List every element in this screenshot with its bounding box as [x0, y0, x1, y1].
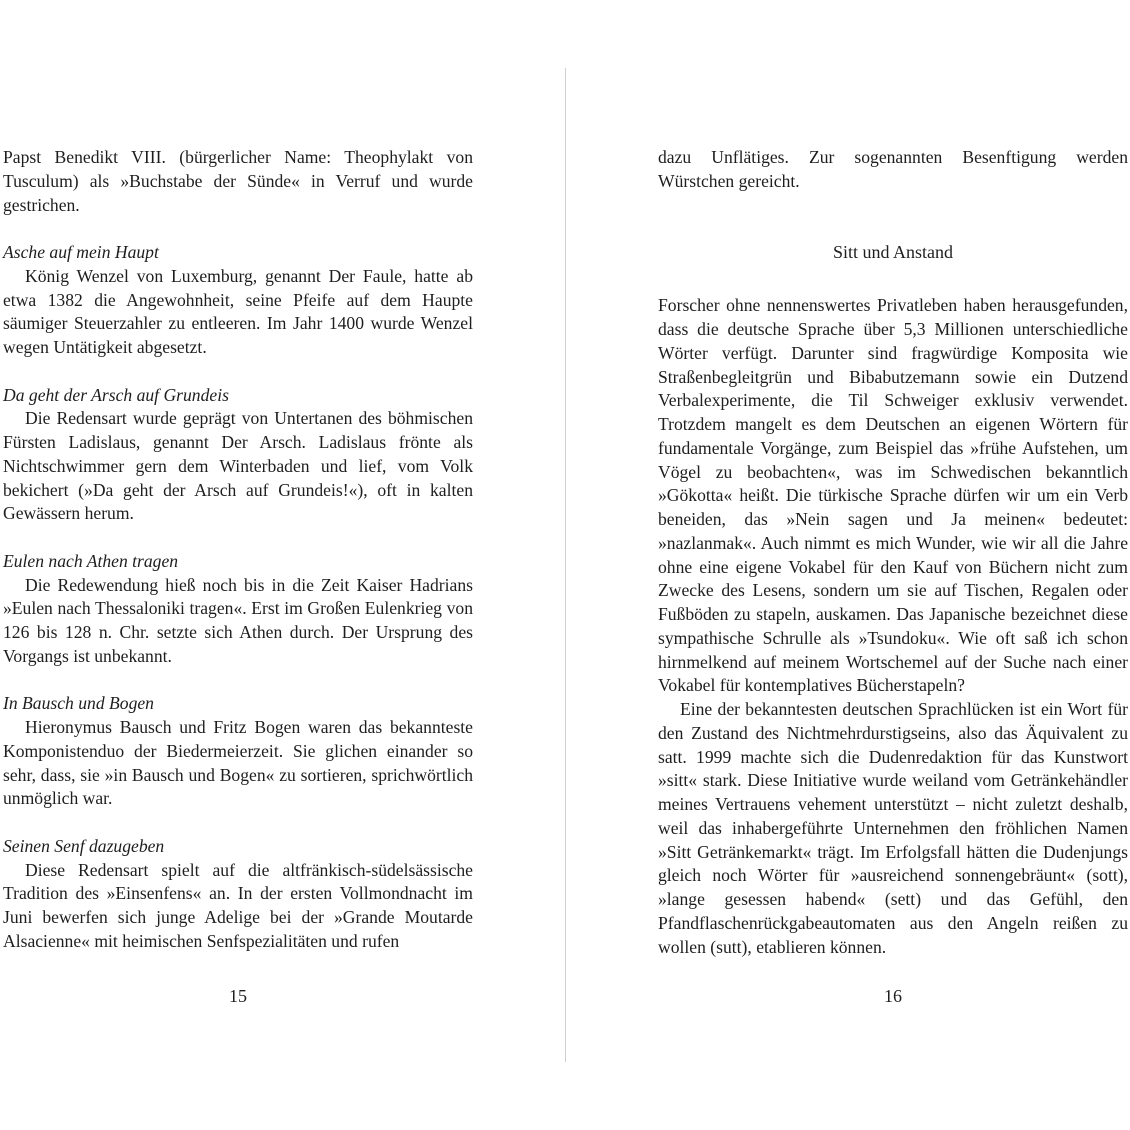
idiom-title: Eulen nach Athen tragen — [3, 550, 179, 571]
body-paragraph: Eine der bekanntesten deutschen Sprachlücken ist ein Wort für den Zustand des Nichtmehrdurstigseins, also das Äquivalent zu satt. 1999 machte sich die Dudenredaktion für das Kunstwort »sitt« stark. Diese Initiative wurde weiland vom Getränkehändler meines Vertrauens vehement unterstützt – nicht zuletzt deshalb, weil das inhabergeführte Unternehmen den fröhlichen Namen »Sitt Getränkemarkt« trägt. Im Erfolgsfall hätten die Dudenjungs gleich noch Wörter für »ausreichend sonnengebräunt« (sott), »lange gesessen habend« (sett) und das Gefühl, den Pfandflaschenrückgabeautomaten aus den Angeln reißen zu wollen (sutt), etablieren können. — [658, 699, 1128, 957]
idiom-entry — [3, 241, 473, 360]
idiom-text: König Wenzel von Luxemburg, genannt Der Faule, hatte ab etwa 1382 die Angewohnheit, seine Pfeife auf dem Haupte säumiger Steuerzahler zu entleeren. Im Jahr 1400 wurde Wenzel wegen Untätigkeit abgesetzt. — [3, 265, 473, 357]
page-number-right: 16 — [884, 986, 902, 1006]
left-page-opening — [3, 146, 473, 217]
idiom-text: Die Redensart wurde geprägt von Untertanen des böhmischen Fürsten Ladislaus, genannt Der Arsch. Ladislaus frönte als Nichtschwimmer gern dem Winterbaden und lief, vom Volk bekichert (»Da geht der Arsch auf Grundeis!«), oft in kalten Gewässern herum. — [3, 408, 473, 524]
opening-paragraph: Papst Benedikt VIII. (bürgerlicher Name: Theophylakt von Tusculum) als »Buchstabe der Sünde« in Verruf und wurde gestrichen. — [3, 147, 473, 215]
idiom-text: Hieronymus Bausch und Fritz Bogen waren das bekannteste Komponistenduo der Biedermeierzeit. Sie glichen einander so sehr, dass, sie »in Bausch und Bogen« zu sortieren, sprichwörtlich unmöglich war. — [3, 717, 473, 809]
opening-paragraph: dazu Unflätiges. Zur sogenannten Besenftigung werden Würstchen gereicht. — [658, 147, 1128, 191]
page-gutter-divider — [565, 68, 566, 1062]
idiom-entry — [3, 550, 473, 669]
right-page — [658, 146, 1128, 959]
idiom-title: Da geht der Arsch auf Grundeis — [3, 384, 229, 405]
body-paragraph: Forscher ohne nennenswertes Privatleben haben herausgefunden, dass die deutsche Sprache über 5,3 Millionen unterschiedliche Wörter verfügt. Darunter sind fragwürdige Komposita wie Straßenbegleitgrün und Bibabutzemann sowie ein Dutzend Verbalexperimente, die Til Schweiger exklusiv verwendet. Trotzdem mangelt es dem Deutschen an eigenen Wörtern für fundamentale Vorgänge, zum Beispiel das »frühe Aufstehen, um Vögel zu beobachten«, was im Schwedischen bekanntlich »Gökotta« heißt. Die türkische Sprache dürfen wir um ein Verb beneiden, das »Nein sagen und Ja meinen« bedeutet: »nazlanmak«. Auch nimmt es mich Wunder, wie wir all die Jahre ohne eine eigene Vokabel für den Kauf von Büchern nicht zum Zwecke des Lesens, sondern um sie auf Tischen, Regalen oder Fußböden zu stapeln, auskamen. Das Japanische bezeichnet diese sympathische Schrulle als »Tsundoku«. Wie oft saß ich schon hirnmelkend auf meinem Wortschemel auf der Suche nach einer Vokabel für kontemplatives Bücherstapeln? — [658, 295, 1128, 696]
idiom-text: Diese Redensart spielt auf die altfränkisch-südelsässische Tradition des »Einsenfens« an. In der ersten Vollmondnacht im Juni bewerfen sich junge Adelige bei der »Grande Moutarde Alsacienne« mit heimischen Senfspezialitäten und rufen — [3, 859, 473, 951]
idiom-entry — [3, 835, 473, 954]
section-heading: Sitt und Anstand — [832, 241, 953, 262]
page-number-left: 15 — [229, 986, 247, 1006]
idiom-title: Asche auf mein Haupt — [3, 242, 159, 262]
idiom-entry — [3, 384, 473, 527]
idiom-title: Seinen Senf dazugeben — [3, 835, 165, 856]
idiom-text: Die Redewendung hieß noch bis in die Zeit Kaiser Hadrians »Eulen nach Thessaloniki tragen«. Erst im Großen Eulenkrieg von 126 bis 128 n. Chr. setzte sich Athen durch. Der Ursprung des Vorgangs ist unbekannt. — [3, 574, 473, 666]
idiom-entry — [3, 692, 473, 811]
left-page — [3, 146, 473, 954]
idiom-title: In Bausch und Bogen — [3, 693, 154, 714]
